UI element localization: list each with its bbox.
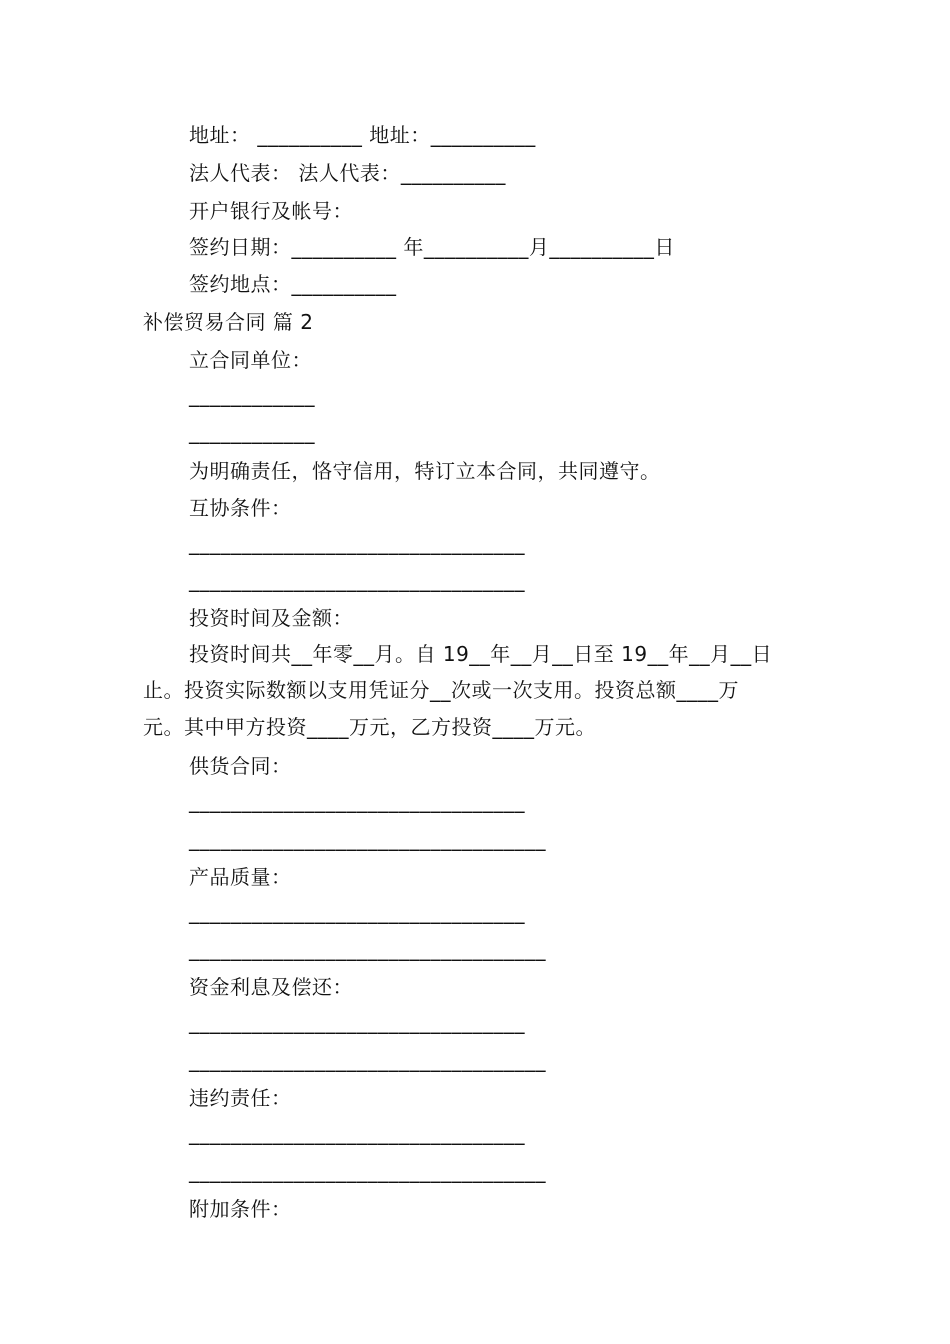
- interest-blank-1: ________________________________: [189, 1010, 525, 1034]
- breach-blank-1: ________________________________: [189, 1121, 525, 1145]
- investment-text-3: 元。其中甲方投资____万元，乙方投资____万元。: [143, 715, 596, 739]
- address-line: 地址： __________ 地址：__________: [189, 123, 536, 147]
- interest-label: 资金利息及偿还：: [189, 975, 353, 999]
- breach-blank-2: __________________________________: [189, 1159, 546, 1183]
- quality-blank-1: ________________________________: [189, 900, 525, 924]
- legal-rep-line: 法人代表： 法人代表：__________: [189, 161, 506, 185]
- supply-blank-2: __________________________________: [189, 827, 546, 851]
- supply-label: 供货合同：: [189, 754, 292, 778]
- investment-text-2: 止。投资实际数额以支用凭证分__次或一次支用。投资总额____万: [143, 678, 739, 702]
- party-blank-2: ____________: [189, 420, 315, 444]
- sign-date-line: 签约日期：__________ 年__________月__________日: [189, 235, 675, 259]
- quality-blank-2: __________________________________: [189, 937, 546, 961]
- supply-blank-1: ________________________________: [189, 789, 525, 813]
- additional-label: 附加条件：: [189, 1197, 292, 1221]
- cooperation-label: 互协条件：: [189, 496, 292, 520]
- party-blank-1: ____________: [189, 383, 315, 407]
- interest-blank-2: __________________________________: [189, 1048, 546, 1072]
- breach-label: 违约责任：: [189, 1086, 292, 1110]
- quality-label: 产品质量：: [189, 865, 292, 889]
- sign-place-line: 签约地点：__________: [189, 272, 397, 296]
- bank-account-line: 开户银行及帐号：: [189, 199, 353, 223]
- section-title: 补偿贸易合同 篇 2: [143, 310, 314, 334]
- cooperation-blank-1: ________________________________: [189, 531, 525, 555]
- investment-text-1: 投资时间共__年零__月。自 19__年__月__日至 19__年__月__日: [189, 642, 773, 666]
- cooperation-blank-2: ________________________________: [189, 568, 525, 592]
- investment-label: 投资时间及金额：: [189, 606, 353, 630]
- preamble: 为明确责任，恪守信用，特订立本合同，共同遵守。: [189, 459, 661, 483]
- parties-label: 立合同单位：: [189, 348, 312, 372]
